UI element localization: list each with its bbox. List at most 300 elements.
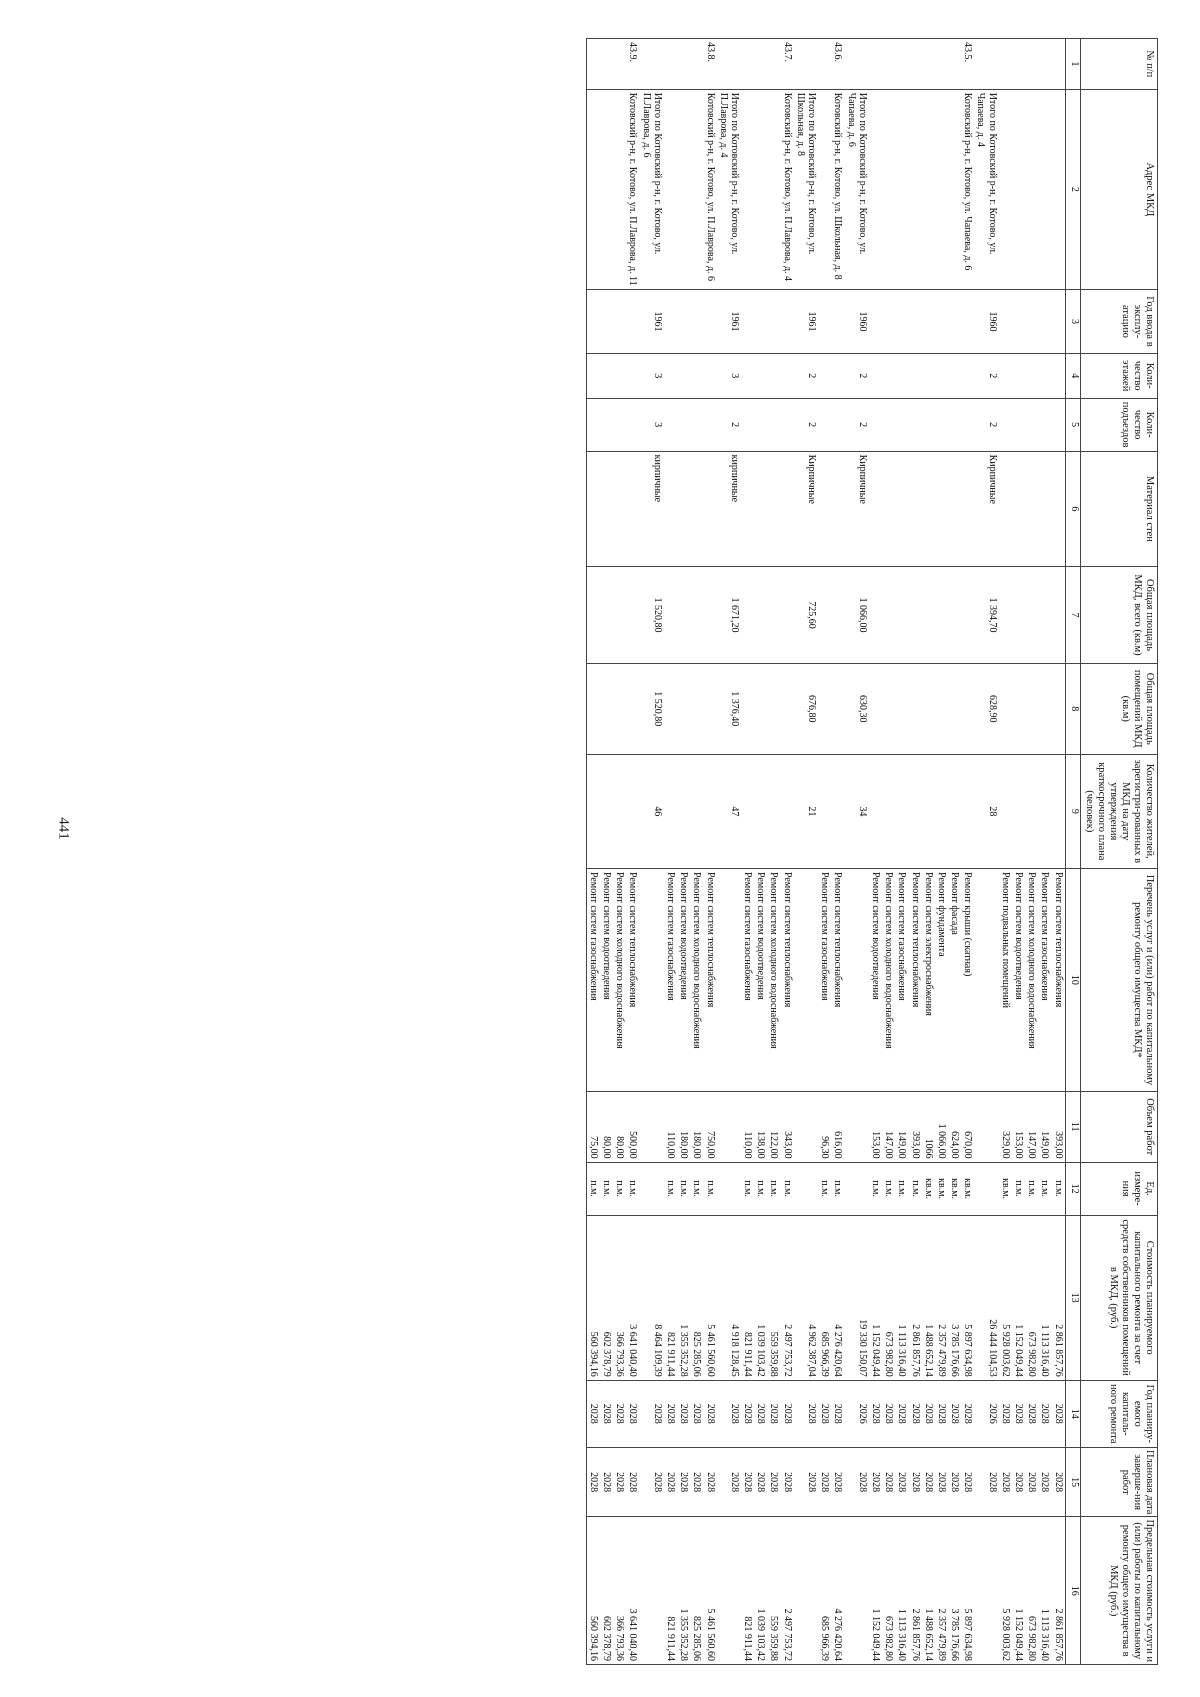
- table-cell: [677, 663, 690, 754]
- table-cell: [869, 754, 882, 868]
- table-cell: 1 113 316,40: [895, 1215, 908, 1380]
- table-cell: [948, 353, 961, 398]
- table-cell: [882, 39, 895, 90]
- table-cell: [741, 663, 754, 754]
- table-cell: 2028: [869, 1380, 882, 1447]
- table-cell: 5 897 634,98: [961, 1517, 974, 1665]
- table-cell: [922, 663, 935, 754]
- table-row: [948, 39, 961, 1665]
- table-cell: Ремонт систем газоснабжения: [586, 869, 600, 1092]
- table-cell: [754, 89, 767, 289]
- table-cell: п.м.: [703, 1162, 716, 1215]
- table-cell: [600, 39, 613, 90]
- table-cell: [600, 398, 613, 451]
- table-row: [1012, 39, 1025, 1665]
- table-cell: 500,00: [626, 1091, 639, 1162]
- table-cell: 2028: [882, 1380, 895, 1447]
- table-cell: 560 394,16: [586, 1517, 600, 1665]
- column-number-row: [1065, 39, 1080, 1665]
- column-header: Ед. измере-ния: [1080, 1162, 1157, 1215]
- table-cell: 2028: [1038, 1447, 1051, 1517]
- table-cell: 1960: [844, 290, 868, 354]
- table-cell: [754, 567, 767, 664]
- table-cell: [613, 663, 626, 754]
- table-cell: [935, 451, 948, 567]
- table-cell: [741, 89, 754, 289]
- table-cell: [935, 567, 948, 664]
- table-cell: 1 488 652,14: [922, 1517, 935, 1665]
- table-cell: [935, 353, 948, 398]
- table-cell: [961, 567, 974, 664]
- table-cell: [1051, 353, 1065, 398]
- table-cell: 685 966,39: [818, 1215, 831, 1380]
- table-cell: 2028: [717, 1380, 741, 1447]
- table-cell: 2028: [781, 1380, 794, 1447]
- table-cell: 2028: [895, 1447, 908, 1517]
- table-total-row: [717, 39, 741, 1665]
- table-cell: 1 152 049,44: [869, 1517, 882, 1665]
- table-cell: [999, 353, 1012, 398]
- table-cell: [613, 398, 626, 451]
- table-cell: [741, 451, 754, 567]
- table-cell: [999, 39, 1012, 90]
- column-number: 10: [1065, 869, 1080, 1092]
- table-cell: [586, 567, 600, 664]
- table-cell: [767, 663, 780, 754]
- column-number: 4: [1065, 353, 1080, 398]
- table-row: [690, 39, 703, 1665]
- table-cell: 2028: [1025, 1380, 1038, 1447]
- table-cell: Ремонт систем водоотведения: [754, 869, 767, 1092]
- table-cell: [869, 567, 882, 664]
- table-cell: [781, 353, 794, 398]
- table-cell: [754, 290, 767, 354]
- column-number: 13: [1065, 1215, 1080, 1380]
- table-cell: 5 897 634,98: [961, 1215, 974, 1380]
- table-cell: [974, 39, 998, 90]
- document-page: [48, 38, 1158, 1665]
- table-row: [908, 39, 921, 1665]
- table-cell: 153,00: [869, 1091, 882, 1162]
- table-cell: 393,00: [1051, 1091, 1065, 1162]
- table-cell: кв.м.: [922, 1162, 935, 1215]
- table-total-row: [794, 39, 818, 1665]
- table-cell: [831, 663, 844, 754]
- table-row: [703, 39, 716, 1665]
- table-cell: п.м.: [869, 1162, 882, 1215]
- table-cell: Ремонт систем холодного водоснабжения: [882, 869, 895, 1092]
- table-total-row: [639, 39, 663, 1665]
- table-cell: [922, 353, 935, 398]
- table-cell: 1961: [794, 290, 818, 354]
- table-cell: 28: [974, 754, 998, 868]
- table-cell: [882, 451, 895, 567]
- table-cell: Ремонт систем водоотведения: [677, 869, 690, 1092]
- table-cell: Ремонт систем водоотведения: [600, 869, 613, 1092]
- table-cell: [639, 1091, 663, 1162]
- table-cell: [999, 451, 1012, 567]
- table-cell: п.м.: [895, 1162, 908, 1215]
- table-cell: [922, 398, 935, 451]
- table-cell: [626, 567, 639, 664]
- table-cell: 630,30: [844, 663, 868, 754]
- table-cell: Ремонт фасада: [948, 869, 961, 1092]
- column-number: 14: [1065, 1380, 1080, 1447]
- table-cell: [895, 398, 908, 451]
- table-cell: [948, 567, 961, 664]
- table-cell: [935, 39, 948, 90]
- table-cell: [895, 353, 908, 398]
- table-cell: [677, 353, 690, 398]
- table-cell: [935, 663, 948, 754]
- table-cell: [818, 89, 831, 289]
- table-cell: [754, 451, 767, 567]
- table-cell: [895, 663, 908, 754]
- table-cell: 43.9.: [626, 39, 639, 90]
- table-cell: 2028: [844, 1447, 868, 1517]
- table-cell: [1051, 290, 1065, 354]
- table-cell: [677, 567, 690, 664]
- table-cell: [767, 398, 780, 451]
- table-cell: Кирпичные: [844, 451, 868, 567]
- table-cell: Котовский р-н, г. Котово, ул. П.Лаврова, д. 11: [626, 89, 639, 289]
- table-cell: Ремонт систем газоснабжения: [1038, 869, 1051, 1092]
- table-row: [767, 39, 780, 1665]
- table-cell: кв.м.: [948, 1162, 961, 1215]
- table-cell: 393,00: [908, 1091, 921, 1162]
- table-cell: 1 152 049,44: [1012, 1215, 1025, 1380]
- table-cell: [1012, 398, 1025, 451]
- table-cell: [690, 754, 703, 868]
- table-cell: [767, 39, 780, 90]
- table-cell: 366 793,36: [613, 1215, 626, 1380]
- table-cell: 4 276 420,64: [831, 1215, 844, 1380]
- table-cell: [626, 353, 639, 398]
- table-cell: [961, 290, 974, 354]
- table-cell: 2028: [999, 1380, 1012, 1447]
- table-cell: п.м.: [1012, 1162, 1025, 1215]
- rotated-table-container: [48, 38, 1158, 1665]
- table-cell: 2028: [818, 1380, 831, 1447]
- table-cell: 2 357 479,89: [935, 1517, 948, 1665]
- table-cell: [844, 1162, 868, 1215]
- table-header-row: [1080, 39, 1157, 1665]
- table-cell: [677, 290, 690, 354]
- table-cell: 1 671,20: [717, 567, 741, 664]
- table-cell: 2028: [869, 1447, 882, 1517]
- table-cell: [613, 89, 626, 289]
- table-cell: [717, 869, 741, 1092]
- table-cell: 2026: [974, 1380, 998, 1447]
- column-header: Плановая дата заверше-ния работ: [1080, 1447, 1157, 1517]
- table-cell: [882, 567, 895, 664]
- table-cell: 602 378,79: [600, 1215, 613, 1380]
- table-cell: 2028: [664, 1447, 677, 1517]
- table-cell: п.м.: [831, 1162, 844, 1215]
- table-cell: [844, 39, 868, 90]
- column-number: 11: [1065, 1091, 1080, 1162]
- table-cell: [1051, 398, 1065, 451]
- table-cell: [869, 290, 882, 354]
- table-cell: [895, 89, 908, 289]
- table-cell: 1 039 103,42: [754, 1215, 767, 1380]
- table-cell: 122,00: [767, 1091, 780, 1162]
- table-cell: Котовский р-н, г. Котово, ул. Школьная, д. 8: [831, 89, 844, 289]
- table-cell: 825 285,06: [690, 1215, 703, 1380]
- table-row: [895, 39, 908, 1665]
- table-cell: [948, 290, 961, 354]
- column-header: Общая площадь МКД, всего (кв.м): [1080, 567, 1157, 664]
- table-cell: [1025, 663, 1038, 754]
- table-cell: [948, 451, 961, 567]
- table-cell: [948, 398, 961, 451]
- table-cell: [908, 398, 921, 451]
- table-cell: 2028: [1025, 1447, 1038, 1517]
- table-cell: 2 357 479,89: [935, 1215, 948, 1380]
- table-cell: [586, 398, 600, 451]
- table-cell: Ремонт систем теплоснабжения: [1051, 869, 1065, 1092]
- table-cell: 1066: [922, 1091, 935, 1162]
- table-cell: [1025, 353, 1038, 398]
- table-cell: [818, 567, 831, 664]
- table-cell: [690, 567, 703, 664]
- table-cell: 2028: [639, 1380, 663, 1447]
- table-row: [818, 39, 831, 1665]
- table-cell: [586, 290, 600, 354]
- table-cell: [974, 1517, 998, 1665]
- table-cell: [586, 754, 600, 868]
- table-cell: 2 861 857,76: [1051, 1215, 1065, 1380]
- column-header: Объем работ: [1080, 1091, 1157, 1162]
- table-row: [882, 39, 895, 1665]
- table-cell: [1012, 663, 1025, 754]
- table-cell: [754, 39, 767, 90]
- table-cell: 2028: [754, 1380, 767, 1447]
- table-cell: [754, 398, 767, 451]
- table-cell: [664, 451, 677, 567]
- table-cell: [600, 567, 613, 664]
- table-cell: 180,00: [690, 1091, 703, 1162]
- table-cell: 2028: [703, 1380, 716, 1447]
- table-cell: [767, 89, 780, 289]
- table-cell: [613, 451, 626, 567]
- table-cell: [703, 754, 716, 868]
- table-cell: 559 359,88: [767, 1215, 780, 1380]
- table-cell: 2028: [961, 1447, 974, 1517]
- column-header: Коли-чество этажей: [1080, 353, 1157, 398]
- column-header: Год ввода в эксплу-атацию: [1080, 290, 1157, 354]
- table-cell: 2028: [664, 1380, 677, 1447]
- table-cell: [741, 567, 754, 664]
- table-cell: 2028: [586, 1380, 600, 1447]
- table-cell: [586, 663, 600, 754]
- table-cell: 3 641 040,40: [626, 1215, 639, 1380]
- table-cell: [690, 39, 703, 90]
- table-cell: 4 962 387,04: [794, 1215, 818, 1380]
- table-cell: [754, 754, 767, 868]
- table-cell: [690, 353, 703, 398]
- table-cell: [908, 353, 921, 398]
- table-cell: 821 911,44: [664, 1517, 677, 1665]
- table-cell: [882, 754, 895, 868]
- table-cell: [818, 451, 831, 567]
- table-cell: 2028: [999, 1447, 1012, 1517]
- table-cell: 46: [639, 754, 663, 868]
- table-cell: п.м.: [664, 1162, 677, 1215]
- table-cell: [664, 89, 677, 289]
- table-cell: [781, 290, 794, 354]
- table-cell: Итого по Котовский р-н, г. Котово, ул. П.Лаврова, д. 4: [717, 89, 741, 289]
- table-cell: 5 461 560,60: [703, 1215, 716, 1380]
- table-cell: 1 355 352,28: [677, 1215, 690, 1380]
- table-cell: 2028: [1038, 1380, 1051, 1447]
- table-row: [999, 39, 1012, 1665]
- table-cell: [664, 754, 677, 868]
- table-cell: [664, 290, 677, 354]
- table-row: [600, 39, 613, 1665]
- table-cell: [600, 663, 613, 754]
- table-cell: [882, 290, 895, 354]
- table-cell: [1012, 567, 1025, 664]
- table-cell: 821 911,44: [741, 1215, 754, 1380]
- table-cell: 2028: [908, 1447, 921, 1517]
- table-cell: 110,00: [741, 1091, 754, 1162]
- table-cell: 2028: [948, 1380, 961, 1447]
- table-row: [935, 39, 948, 1665]
- table-cell: [935, 290, 948, 354]
- table-cell: [935, 89, 948, 289]
- table-cell: 2028: [1051, 1447, 1065, 1517]
- table-cell: [741, 398, 754, 451]
- table-cell: [1038, 567, 1051, 664]
- table-cell: 2: [794, 353, 818, 398]
- table-cell: [869, 398, 882, 451]
- table-cell: [586, 39, 600, 90]
- table-cell: 2 861 857,76: [908, 1517, 921, 1665]
- table-cell: 366 793,36: [613, 1517, 626, 1665]
- table-cell: 2028: [794, 1380, 818, 1447]
- table-row: [586, 39, 600, 1665]
- column-number: 9: [1065, 754, 1080, 868]
- table-cell: [639, 1517, 663, 1665]
- table-row: [961, 39, 974, 1665]
- table-cell: п.м.: [626, 1162, 639, 1215]
- table-cell: [922, 39, 935, 90]
- column-header: Год планиру-емого капиталь-ного ремонта: [1080, 1380, 1157, 1447]
- table-cell: [613, 39, 626, 90]
- table-cell: [1038, 353, 1051, 398]
- table-cell: 2028: [1012, 1380, 1025, 1447]
- table-cell: [690, 290, 703, 354]
- table-cell: [794, 39, 818, 90]
- table-cell: [767, 290, 780, 354]
- table-cell: 1961: [717, 290, 741, 354]
- column-number: 1: [1065, 39, 1080, 90]
- table-cell: [639, 1162, 663, 1215]
- table-cell: п.м.: [1025, 1162, 1038, 1215]
- table-cell: [600, 89, 613, 289]
- table-cell: Котовский р-н, г. Котово, ул. Чапаева, д. 6: [961, 89, 974, 289]
- table-cell: 2: [794, 398, 818, 451]
- table-cell: 2028: [741, 1380, 754, 1447]
- table-cell: 2028: [690, 1380, 703, 1447]
- table-cell: [1051, 567, 1065, 664]
- table-cell: 2028: [677, 1380, 690, 1447]
- table-cell: Ремонт систем теплоснабжения: [831, 869, 844, 1092]
- table-cell: 2028: [831, 1447, 844, 1517]
- table-cell: 628,90: [974, 663, 998, 754]
- table-cell: 110,00: [664, 1091, 677, 1162]
- table-cell: 1 039 103,42: [754, 1517, 767, 1665]
- table-cell: 559 359,88: [767, 1517, 780, 1665]
- table-cell: [703, 398, 716, 451]
- table-cell: [999, 754, 1012, 868]
- table-cell: 2028: [922, 1447, 935, 1517]
- column-number: 6: [1065, 451, 1080, 567]
- table-cell: 26 444 104,53: [974, 1215, 998, 1380]
- table-cell: [935, 398, 948, 451]
- table-cell: п.м.: [1038, 1162, 1051, 1215]
- table-cell: 2028: [935, 1447, 948, 1517]
- table-cell: п.м.: [818, 1162, 831, 1215]
- table-row: [1051, 39, 1065, 1665]
- table-cell: [586, 451, 600, 567]
- table-cell: п.м.: [586, 1162, 600, 1215]
- table-cell: Ремонт систем теплоснабжения: [781, 869, 794, 1092]
- column-number: 5: [1065, 398, 1080, 451]
- table-cell: 5 928 003,62: [999, 1215, 1012, 1380]
- table-cell: п.м.: [613, 1162, 626, 1215]
- table-cell: [600, 290, 613, 354]
- table-cell: [922, 290, 935, 354]
- table-cell: 1960: [974, 290, 998, 354]
- table-cell: [895, 39, 908, 90]
- table-cell: 1 113 316,40: [1038, 1215, 1051, 1380]
- table-cell: [831, 398, 844, 451]
- table-cell: [1051, 89, 1065, 289]
- table-cell: [908, 567, 921, 664]
- table-cell: 1 376,40: [717, 663, 741, 754]
- table-cell: [677, 398, 690, 451]
- table-cell: Ремонт систем газоснабжения: [895, 869, 908, 1092]
- table-cell: [922, 754, 935, 868]
- table-cell: 2028: [895, 1380, 908, 1447]
- table-cell: 2028: [818, 1447, 831, 1517]
- table-cell: [908, 754, 921, 868]
- table-cell: 2028: [794, 1447, 818, 1517]
- table-cell: Итого по Котовский р-н, г. Котово, ул. П.Лаврова, д. 6: [639, 89, 663, 289]
- table-cell: [1038, 451, 1051, 567]
- table-cell: [781, 663, 794, 754]
- table-cell: 2: [974, 353, 998, 398]
- table-cell: 8 464 109,39: [639, 1215, 663, 1380]
- table-cell: [948, 39, 961, 90]
- table-cell: 624,00: [948, 1091, 961, 1162]
- table-cell: 821 911,44: [741, 1517, 754, 1665]
- table-cell: [741, 353, 754, 398]
- column-header: Количество жителей, зарегистри-рованных в МКД на дату утверждения краткосрочного плана (человек): [1080, 754, 1157, 868]
- table-cell: 2028: [1012, 1447, 1025, 1517]
- page-number: 441: [55, 817, 72, 840]
- table-cell: 19 330 150,07: [844, 1215, 868, 1380]
- table-cell: [781, 398, 794, 451]
- table-cell: 1 066,00: [935, 1091, 948, 1162]
- table-cell: [1051, 754, 1065, 868]
- table-cell: п.м.: [754, 1162, 767, 1215]
- table-cell: [1038, 754, 1051, 868]
- table-cell: п.м.: [1051, 1162, 1065, 1215]
- table-cell: [703, 663, 716, 754]
